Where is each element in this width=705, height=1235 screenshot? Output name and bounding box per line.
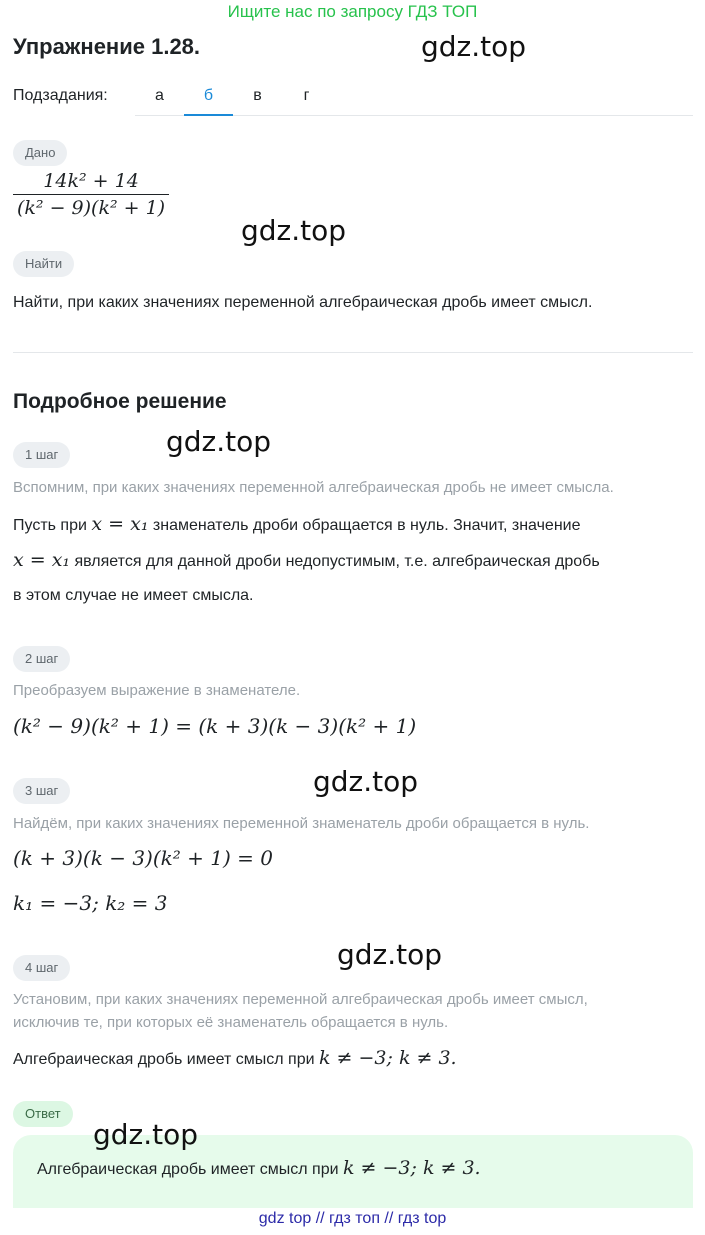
footer-links[interactable]: gdz top // гдз топ // гдз top — [258, 1210, 447, 1227]
step-2-badge: 2 шаг — [13, 646, 70, 672]
subtasks-bar — [13, 80, 693, 116]
step-2-formula: (k² − 9)(k² + 1) = (k + 3)(k − 3)(k² + 1) — [13, 714, 417, 738]
step-3-formula-1: (k + 3)(k − 3)(k² + 1) = 0 — [13, 846, 273, 870]
watermark: gdz.top — [421, 30, 527, 63]
subtask-tab-a[interactable]: а — [155, 87, 164, 104]
step-1-hint: Вспомним, при каких значениях переменной алгебраическая дробь не имеет смысла. — [13, 479, 614, 496]
find-text: Найти, при каких значениях переменной алгебраическая дробь имеет смысл. — [13, 294, 593, 311]
answer-badge: Ответ — [13, 1101, 73, 1127]
step-1-var: x = x₁ — [91, 513, 149, 535]
step-1-text-c: является для данной дроби недопустимым, т.е. алгебраическая дробь — [74, 553, 600, 570]
step-1-text-a: Пусть при — [13, 517, 87, 534]
given-badge: Дано — [13, 140, 67, 166]
step-4-badge: 4 шаг — [13, 955, 70, 981]
step-4-text — [13, 1040, 693, 1078]
step-1-badge: 1 шаг — [13, 442, 70, 468]
step-1-line-2 — [13, 542, 693, 580]
watermark: gdz.top — [337, 938, 443, 971]
exercise-title: Упражнение 1.28. — [13, 34, 201, 59]
step-4-condition: k ≠ −3; k ≠ 3. — [319, 1047, 457, 1069]
watermark: gdz.top — [166, 425, 272, 458]
step-3-badge: 3 шаг — [13, 778, 70, 804]
subtask-tab-b[interactable]: б — [184, 80, 233, 116]
solution-title: Подробное решение — [13, 390, 227, 413]
fraction-numerator: 14k² + 14 — [43, 170, 139, 192]
answer-text: Алгебраическая дробь имеет смысл при — [37, 1161, 339, 1178]
step-3-formula-2: k₁ = −3; k₂ = 3 — [13, 891, 168, 915]
given-fraction — [13, 170, 169, 219]
step-1-var-2: x = x₁ — [13, 549, 71, 571]
step-3-hint: Найдём, при каких значениях переменной знаменатель дроби обращается в нуль. — [13, 815, 590, 832]
subtasks-label: Подзадания: — [13, 87, 108, 104]
step-4-text-a: Алгебраическая дробь имеет смысл при — [13, 1051, 315, 1068]
watermark: gdz.top — [241, 214, 347, 247]
step-4-hint-2: исключив те, при которых её знаменатель обращается в нуль. — [13, 1014, 449, 1031]
step-1-text-b: знаменатель дроби обращается в нуль. Значит, значение — [152, 517, 581, 534]
fraction-denominator: (k² − 9)(k² + 1) — [13, 194, 169, 219]
section-divider — [13, 352, 693, 353]
step-1-line-3: в этом случае не имеет смысла. — [13, 587, 254, 604]
subtask-tabs — [135, 80, 693, 116]
find-badge: Найти — [13, 251, 74, 277]
watermark: gdz.top — [313, 765, 419, 798]
step-1-line-1 — [13, 506, 693, 544]
subtask-tab-v[interactable]: в — [253, 87, 262, 104]
top-banner[interactable]: Ищите нас по запросу ГДЗ ТОП — [227, 2, 478, 21]
answer-condition: k ≠ −3; k ≠ 3. — [343, 1157, 481, 1179]
step-4-hint-1: Установим, при каких значениях переменной алгебраическая дробь имеет смысл, — [13, 991, 588, 1008]
step-2-hint: Преобразуем выражение в знаменателе. — [13, 682, 301, 699]
watermark: gdz.top — [93, 1118, 199, 1151]
subtask-tab-g[interactable]: г — [303, 87, 310, 104]
